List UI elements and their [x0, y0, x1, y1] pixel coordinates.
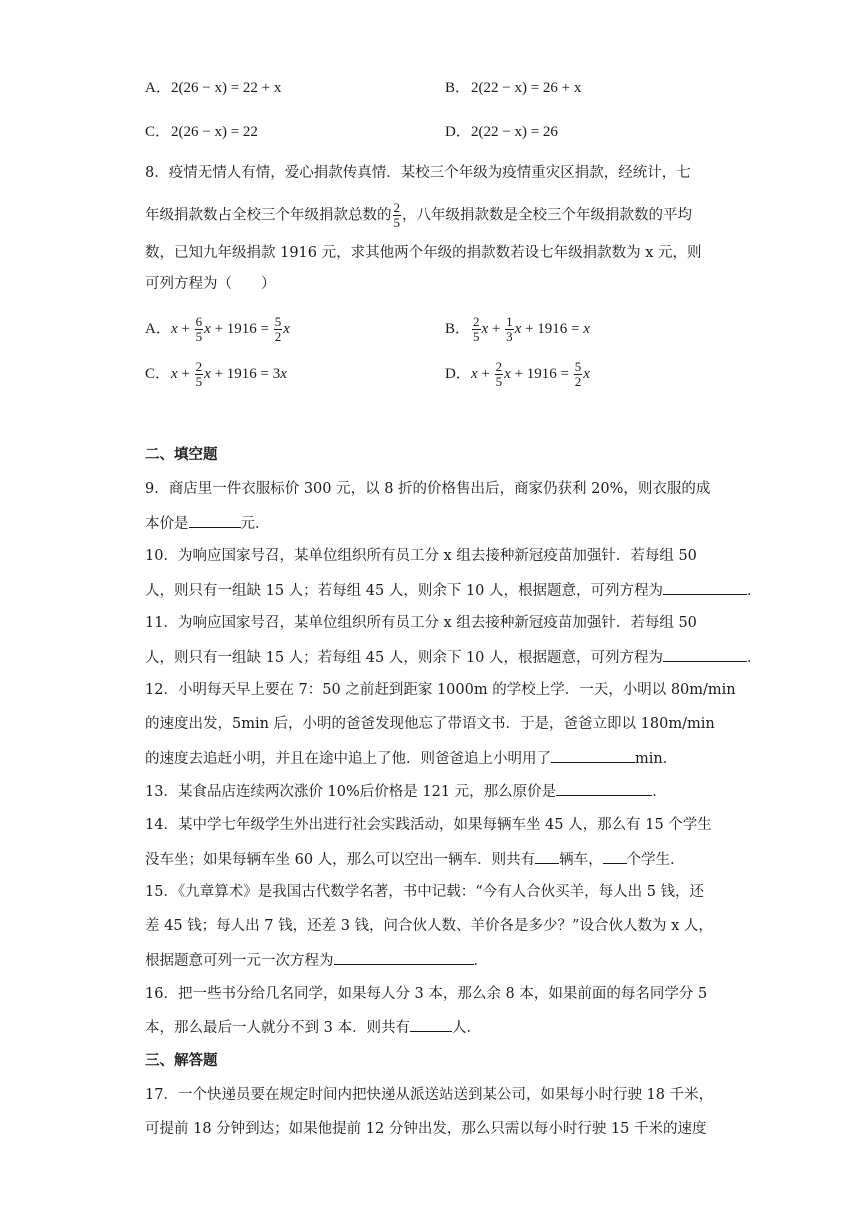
answer-blank [663, 647, 747, 662]
q7-option-b-expr: 2(22 − x) = 26 + x [471, 80, 582, 96]
q15-line-3: 根据题意可列一元一次方程为 ． [145, 950, 715, 971]
q7-option-c-expr: 2(26 − x) = 22 [171, 124, 258, 140]
answer-blank [410, 1017, 452, 1032]
q8-line-3: 数，已知九年级捐款 1916 元，求其他两个年级的捐款数若设七年级捐款数为 x 元，则 [145, 245, 702, 261]
q16-line-1: 16．把一些书分给几名同学，如果每人分 3 本，那么余 8 本，如果前面的每名同学分 5 [145, 986, 708, 1002]
answer-blank [551, 748, 635, 763]
q8-fraction: $\frac{2}{5}$ [393, 200, 400, 230]
q7-option-a-expr: 2(26 − x) = 22 + x [171, 80, 282, 96]
q13-line-1: 13．某食品店连续两次涨价 10%后价格是 121 元，那么原价是 ． [145, 781, 715, 802]
section-fill-in-title: 二、填空题 [145, 446, 218, 463]
q9-line-1: 9．商店里一件衣服标价 300 元，以 8 折的价格售出后，商家仍获利 20%，则衣服的成 [145, 481, 711, 497]
q17-line-2: 可提前 18 分钟到达；如果他提前 12 分钟出发，那么只需以每小时行驶 15 千米的速度 [145, 1121, 707, 1137]
q9-line-2: 本价是 元． [145, 513, 715, 534]
section-solve-title: 三、解答题 [145, 1052, 218, 1069]
q11-line-1: 11．为响应国家号召，某单位组织所有员工分 x 组去接种新冠疫苗加强针．若每组 50 [145, 615, 697, 631]
q8-line-2: 年级捐款数占全校三个年级捐款总数的 $\frac{2}{5}$ ，八年级捐款数是全校三个年级捐款数的平均 [145, 200, 692, 230]
q16-line-2: 本，那么最后一人就分不到 3 本．则共有 人． [145, 1017, 715, 1038]
answer-blank [334, 950, 474, 965]
q15-line-1: 15．《九章算术》是我国古代数学名著，书中记载：“今有人合伙买羊，每人出 5 钱，还 [145, 884, 705, 900]
q8-option-c: C．x + $\frac{2}{5}$ x + 1916 = 3x [145, 359, 287, 389]
q15-line-2: 差 45 钱；每人出 7 钱，还差 3 钱，问合伙人数、羊价各是多少？”设合伙人数为 x 人， [145, 918, 713, 934]
q11-line-2: 人，则只有一组缺 15 人；若每组 45 人，则余下 10 人，根据题意，可列方程为 ． [145, 647, 715, 668]
q10-line-1: 10．为响应国家号召，某单位组织所有员工分 x 组去接种新冠疫苗加强针．若每组 50 [145, 548, 697, 564]
q8-option-d: D．x + $\frac{2}{5}$ x + 1916 = $\frac{5}{2}$ x [445, 359, 590, 389]
q17-line-1: 17．一个快递员要在规定时间内把快递从派送站送到某公司，如果每小时行驶 18 千米， [145, 1087, 714, 1103]
answer-blank [535, 849, 559, 864]
q8-option-a: A．x + $\frac{6}{5}$ x + 1916 = $\frac{5}{2}$ x [145, 314, 290, 344]
answer-blank [663, 580, 747, 595]
q7-option-b: B．2(22 − x) = 26 + x [445, 80, 582, 96]
q12-line-3: 的速度去追赶小明，并且在途中追上了他．则爸爸追上小明用了 min． [145, 748, 715, 769]
q7-option-a: A．2(26 − x) = 22 + x [145, 80, 282, 96]
q8-option-b: B． $\frac{2}{5}$ x + $\frac{1}{3}$ x + 1916 = x [445, 314, 590, 344]
q7-option-d-expr: 2(22 − x) = 26 [471, 124, 558, 140]
answer-blank [603, 849, 627, 864]
q12-line-2: 的速度出发，5min 后，小明的爸爸发现他忘了带语文书．于是，爸爸立即以 180m/min [145, 716, 715, 732]
q7-option-c: C．2(26 − x) = 22 [145, 124, 258, 140]
q8-line-1: 8．疫情无情人有情，爱心捐款传真情．某校三个年级为疫情重灾区捐款，经统计，七 [145, 165, 691, 181]
q8-line-4: 可列方程为（ ） [145, 276, 276, 292]
q7-option-d: D．2(22 − x) = 26 [445, 124, 558, 140]
q10-line-2: 人，则只有一组缺 15 人；若每组 45 人，则余下 10 人，根据题意，可列方程为 ． [145, 580, 715, 601]
answer-blank [189, 513, 241, 528]
q14-line-1: 14．某中学七年级学生外出进行社会实践活动，如果每辆车坐 45 人，那么有 15 个学生 [145, 817, 712, 833]
q14-line-2: 没车坐；如果每辆车坐 60 人，那么可以空出一辆车．则共有 辆车， 个学生． [145, 849, 715, 870]
answer-blank [556, 781, 652, 796]
q12-line-1: 12．小明每天早上要在 7：50 之前赶到距家 1000m 的学校上学．一天，小明以 80m/min [145, 682, 736, 698]
